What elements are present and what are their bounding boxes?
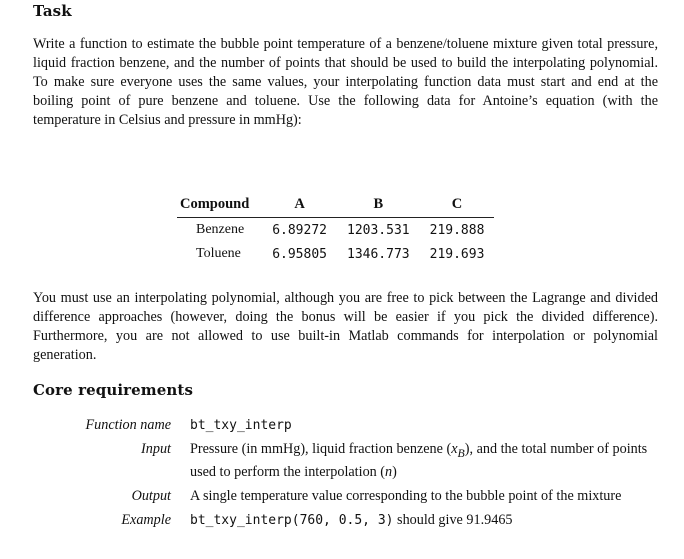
- table-header-row: [177, 194, 494, 218]
- header-c: C: [420, 194, 495, 218]
- requirements-list: [33, 416, 658, 535]
- table-row: [177, 242, 494, 266]
- coef-a-cell: 6.95805: [272, 246, 327, 262]
- example-result: should give 91.9465: [393, 511, 513, 528]
- table-row: [177, 218, 494, 243]
- requirement-input: [33, 440, 658, 482]
- function-name-code: bt_txy_interp: [190, 418, 292, 433]
- requirement-function-name: [33, 416, 658, 435]
- var-x-subscript: B: [457, 445, 465, 460]
- requirement-term: Output: [131, 487, 171, 504]
- antoine-coefficients-table: [177, 194, 494, 266]
- header-compound: Compound: [177, 194, 262, 218]
- header-a: A: [262, 194, 337, 218]
- requirement-term: Input: [141, 441, 171, 457]
- coef-b-cell: 1346.773: [347, 246, 410, 262]
- constraints-paragraph: You must use an interpolating polynomial, although you are free to pick between the Lagrange and divided difference approaches (however, doing the bonus will be easier if you pick the divided difference). Furthermore, you are not allowed to use built-in Matlab commands for interpolation or polynomial generation.: [33, 290, 658, 363]
- input-description: [190, 440, 658, 482]
- coef-b-cell: 1203.531: [347, 222, 410, 238]
- input-text-middle: ), and the total number of points used to perform the interpolation (: [190, 441, 648, 480]
- input-text-before: Pressure (in mmHg), liquid fraction benzene (: [190, 441, 452, 457]
- requirement-term: Example: [121, 511, 171, 528]
- input-text-after: ): [392, 463, 397, 480]
- requirement-term: Function name: [85, 417, 171, 433]
- var-x: x: [451, 441, 458, 457]
- task-heading: Task: [33, 2, 72, 20]
- example-code: bt_txy_interp(760, 0.5, 3): [190, 512, 394, 528]
- requirement-example: [33, 511, 658, 530]
- compound-cell: Toluene: [196, 246, 241, 261]
- coef-a-cell: 6.89272: [272, 222, 327, 238]
- compound-cell: Benzene: [196, 222, 245, 237]
- core-requirements-heading: Core requirements: [33, 381, 193, 399]
- output-description: A single temperature value corresponding to the bubble point of the mixture: [190, 487, 622, 504]
- requirement-output: [33, 487, 658, 506]
- coef-c-cell: 219.693: [429, 246, 485, 262]
- coef-c-cell: 219.888: [429, 222, 485, 238]
- var-n: n: [385, 463, 393, 480]
- header-b: B: [337, 194, 420, 218]
- intro-paragraph: Write a function to estimate the bubble point temperature of a benzene/toluene mixture given total pressure, liquid fraction benzene, and the number of points that should be used to build the interpolating polynomial. To make sure everyone uses the same values, your interpolating function data must start and end at the boiling point of pure benzene and toluene. Use the following data for Antoine’s equation (with the temperature in Celsius and pressure in mmHg):: [33, 36, 658, 128]
